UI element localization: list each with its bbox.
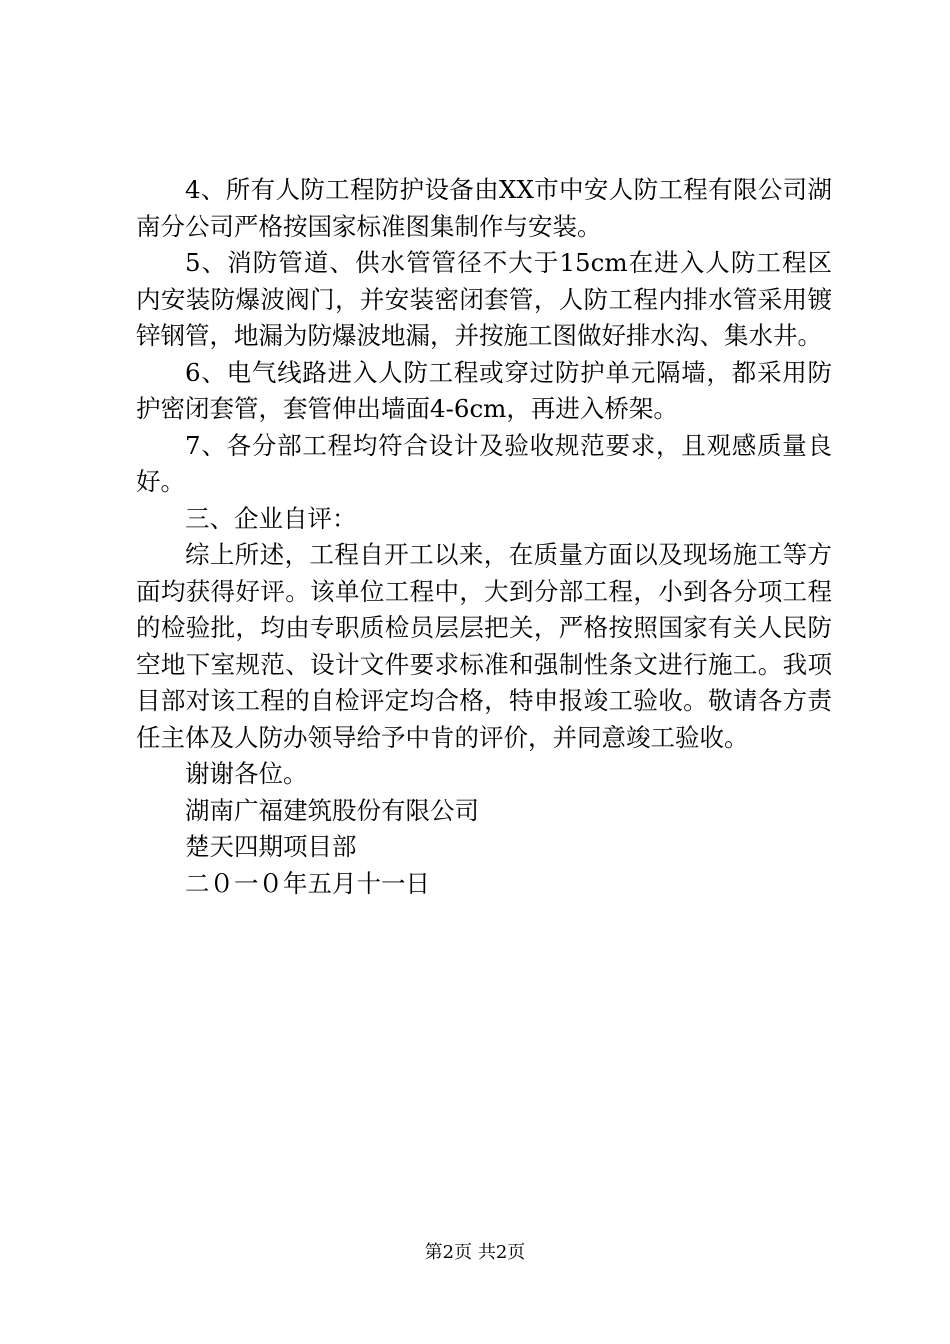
signature-date: 二０一０年五月十一日 [185, 868, 430, 898]
closing-thanks: 谢谢各位。 [185, 759, 308, 788]
paragraph-item-5: 5、消防管道、供水管管径不大于15cm在进入人防工程区内安装防爆波阀门，并安装密闭套管，人防工程内排水管采用镀锌钢管，地漏为防爆波地漏，并按施工图做好排水沟、集水井。 [136, 248, 832, 350]
section-heading-self-evaluation: 三、企业自评： [185, 503, 357, 533]
page-footer [0, 1240, 950, 1266]
paragraph-summary: 综上所述，工程自开工以来，在质量方面以及现场施工等方面均获得好评。该单位工程中，大到分部工程，小到各分项工程的检验批，均由专职质检员层层把关，严格按照国家有关人民防空地下室规范、设计文件要求标准和强制性条文进行施工。我项目部对该工程的自检评定均合格，特申报竣工验收。敬请各方责任主体及人防办领导给予中肯的评价，并同意竣工验收。 [136, 540, 832, 752]
paragraph-item-7: 7、各分部工程均符合设计及验收规范要求，且观感质量良好。 [136, 430, 832, 496]
signature-company: 湖南广福建筑股份有限公司 [185, 795, 479, 825]
document-body [136, 172, 832, 902]
paragraph-item-4: 4、所有人防工程防护设备由XX市中安人防工程有限公司湖南分公司严格按国家标准图集制作与安装。 [136, 175, 832, 241]
page-number-label: 第2页 共2页 [424, 1242, 526, 1263]
signature-department: 楚天四期项目部 [185, 832, 357, 861]
paragraph-item-6: 6、电气线路进入人防工程或穿过防护单元隔墙，都采用防护密闭套管，套管伸出墙面4-6cm，再进入桥架。 [136, 357, 832, 423]
